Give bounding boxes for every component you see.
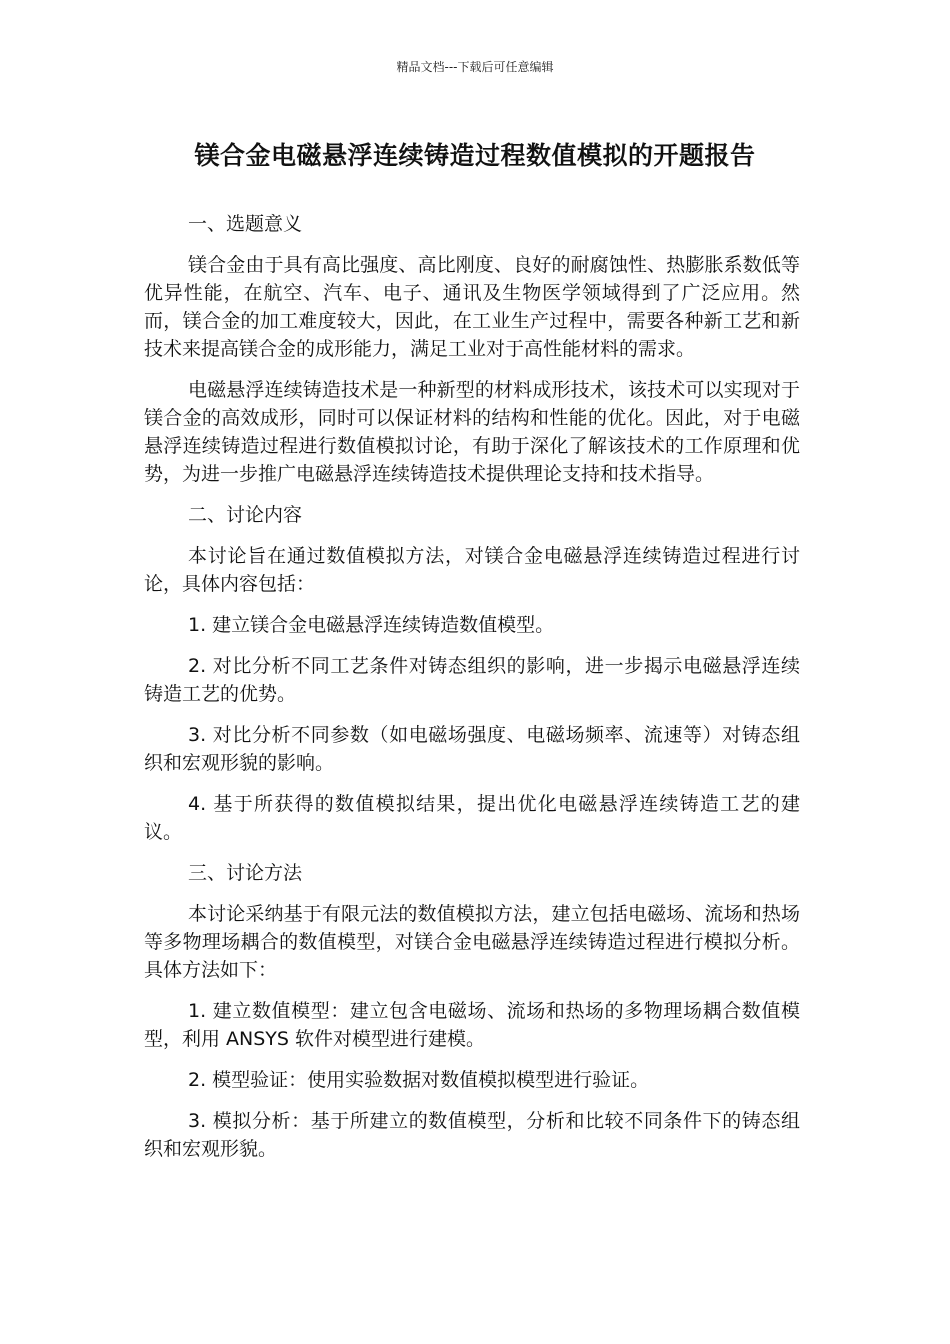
paragraph: 本讨论旨在通过数值模拟方法，对镁合金电磁悬浮连续铸造过程进行讨论，具体内容包括： bbox=[144, 545, 800, 595]
list-item: 2. 对比分析不同工艺条件对铸态组织的影响，进一步揭示电磁悬浮连续铸造工艺的优势。 bbox=[144, 655, 800, 705]
section-3 bbox=[144, 859, 800, 1163]
section-heading: 二、讨论内容 bbox=[188, 504, 303, 526]
document-body bbox=[144, 210, 800, 1176]
list-item: 3. 对比分析不同参数（如电磁场强度、电磁场频率、流速等）对铸态组织和宏观形貌的影响。 bbox=[144, 724, 800, 774]
section-heading: 一、选题意义 bbox=[188, 213, 303, 235]
list-item: 4. 基于所获得的数值模拟结果，提出优化电磁悬浮连续铸造工艺的建议。 bbox=[144, 793, 800, 843]
section-1 bbox=[144, 210, 800, 488]
list-item: 1. 建立镁合金电磁悬浮连续铸造数值模型。 bbox=[188, 614, 555, 636]
list-item: 3. 模拟分析：基于所建立的数值模型，分析和比较不同条件下的铸态组织和宏观形貌。 bbox=[144, 1110, 800, 1160]
section-2 bbox=[144, 501, 800, 846]
list-item: 2. 模型验证：使用实验数据对数值模拟模型进行验证。 bbox=[188, 1069, 650, 1091]
list-item: 1. 建立数值模型：建立包含电磁场、流场和热场的多物理场耦合数值模型，利用 ANSYS 软件对模型进行建模。 bbox=[144, 1000, 800, 1050]
document-title: 镁合金电磁悬浮连续铸造过程数值模拟的开题报告 bbox=[194, 141, 756, 170]
section-heading: 三、讨论方法 bbox=[188, 862, 303, 884]
header-note: 精品文档---下载后可任意编辑 bbox=[396, 60, 554, 74]
paragraph: 电磁悬浮连续铸造技术是一种新型的材料成形技术，该技术可以实现对于镁合金的高效成形，同时可以保证材料的结构和性能的优化。因此，对于电磁悬浮连续铸造过程进行数值模拟讨论，有助于深化了解该技术的工作原理和优势，为进一步推广电磁悬浮连续铸造技术提供理论支持和技术指导。 bbox=[144, 379, 800, 485]
paragraph: 本讨论采纳基于有限元法的数值模拟方法，建立包括电磁场、流场和热场等多物理场耦合的数值模型，对镁合金电磁悬浮连续铸造过程进行模拟分析。具体方法如下： bbox=[144, 903, 800, 981]
paragraph: 镁合金由于具有高比强度、高比刚度、良好的耐腐蚀性、热膨胀系数低等优异性能，在航空、汽车、电子、通讯及生物医学领域得到了广泛应用。然而，镁合金的加工难度较大，因此，在工业生产过程中，需要各种新工艺和新技术来提高镁合金的成形能力，满足工业对于高性能材料的需求。 bbox=[144, 254, 800, 360]
